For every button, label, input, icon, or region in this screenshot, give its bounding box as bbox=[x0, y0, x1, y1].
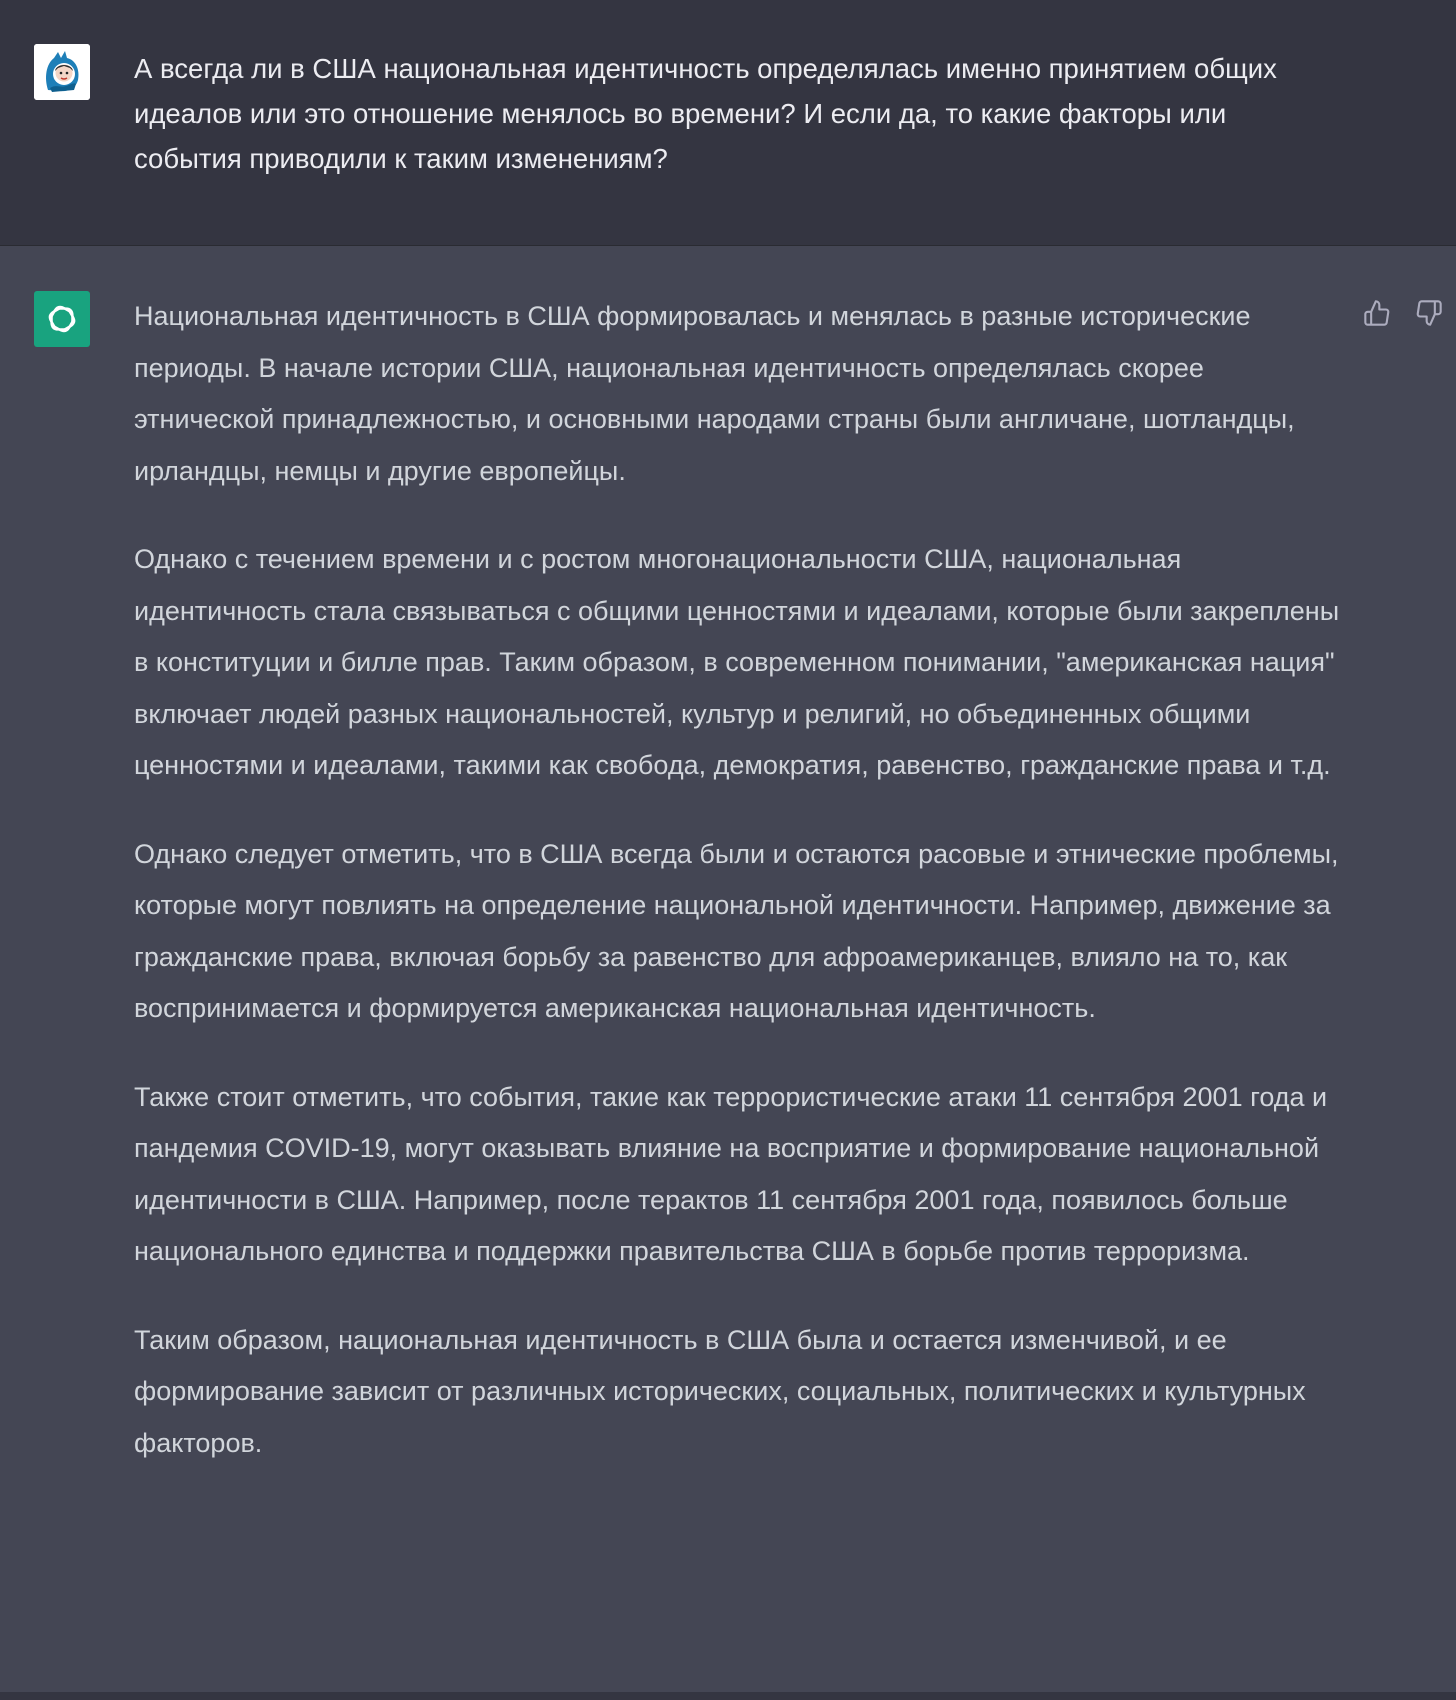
assistant-message-text bbox=[134, 291, 1344, 1506]
bottom-divider bbox=[0, 1692, 1456, 1700]
assistant-paragraph: Однако следует отметить, что в США всегда были и остаются расовые и этнические проблемы, которые могут повлиять на определение национальной идентичности. Например, движение за гражданские права, включая борьбу за равенство для афроамериканцев, влияло на то, как воспринимается и формируется американская национальная идентичность. bbox=[134, 838, 1339, 1023]
user-message-block bbox=[0, 0, 1456, 246]
thumbs-up-icon bbox=[1363, 299, 1391, 327]
user-avatar-icon bbox=[34, 44, 90, 100]
thumbs-up-button[interactable] bbox=[1360, 296, 1394, 330]
thumbs-down-icon bbox=[1415, 299, 1443, 327]
thumbs-down-button[interactable] bbox=[1412, 296, 1446, 330]
openai-logo-icon bbox=[34, 291, 90, 347]
assistant-paragraph: Национальная идентичность в США формировалась и менялась в разные исторические периоды. В начале истории США, национальная идентичность определялась скорее этнической принадлежностью, и основными народами страны были англичане, шотландцы, ирландцы, немцы и другие европейцы. bbox=[134, 301, 1295, 486]
assistant-paragraph: Однако с течением времени и с ростом многонациональности США, национальная идентичность стала связываться с общими ценностями и идеалами, которые были закреплены в конституции и билле прав. Таким образом, в современном понимании, "американская нация" включает людей разных национальностей, культур и религий, но объединенных общими ценностями и идеалами, такими как свобода, демократия, равенство, гражданские права и т.д. bbox=[134, 544, 1340, 780]
assistant-paragraph: Также стоит отметить, что события, такие как террористические атаки 11 сентября 2001 года и пандемия COVID-19, могут оказывать влияние на восприятие и формирование национальной идентичности в США. Например, после терактов 11 сентября 2001 года, появилось больше национального единства и поддержки правительства США в борьбе против терроризма. bbox=[134, 1081, 1328, 1266]
user-message-text: А всегда ли в США национальная идентичность определялась именно принятием общих идеалов или это отношение менялось во времени? И если да, то какие факторы или события приводили к таким изменениям? bbox=[134, 53, 1277, 174]
assistant-paragraph: Таким образом, национальная идентичность в США была и остается изменчивой, и ее формирование зависит от различных исторических, социальных, политических и культурных факторов. bbox=[134, 1324, 1306, 1458]
